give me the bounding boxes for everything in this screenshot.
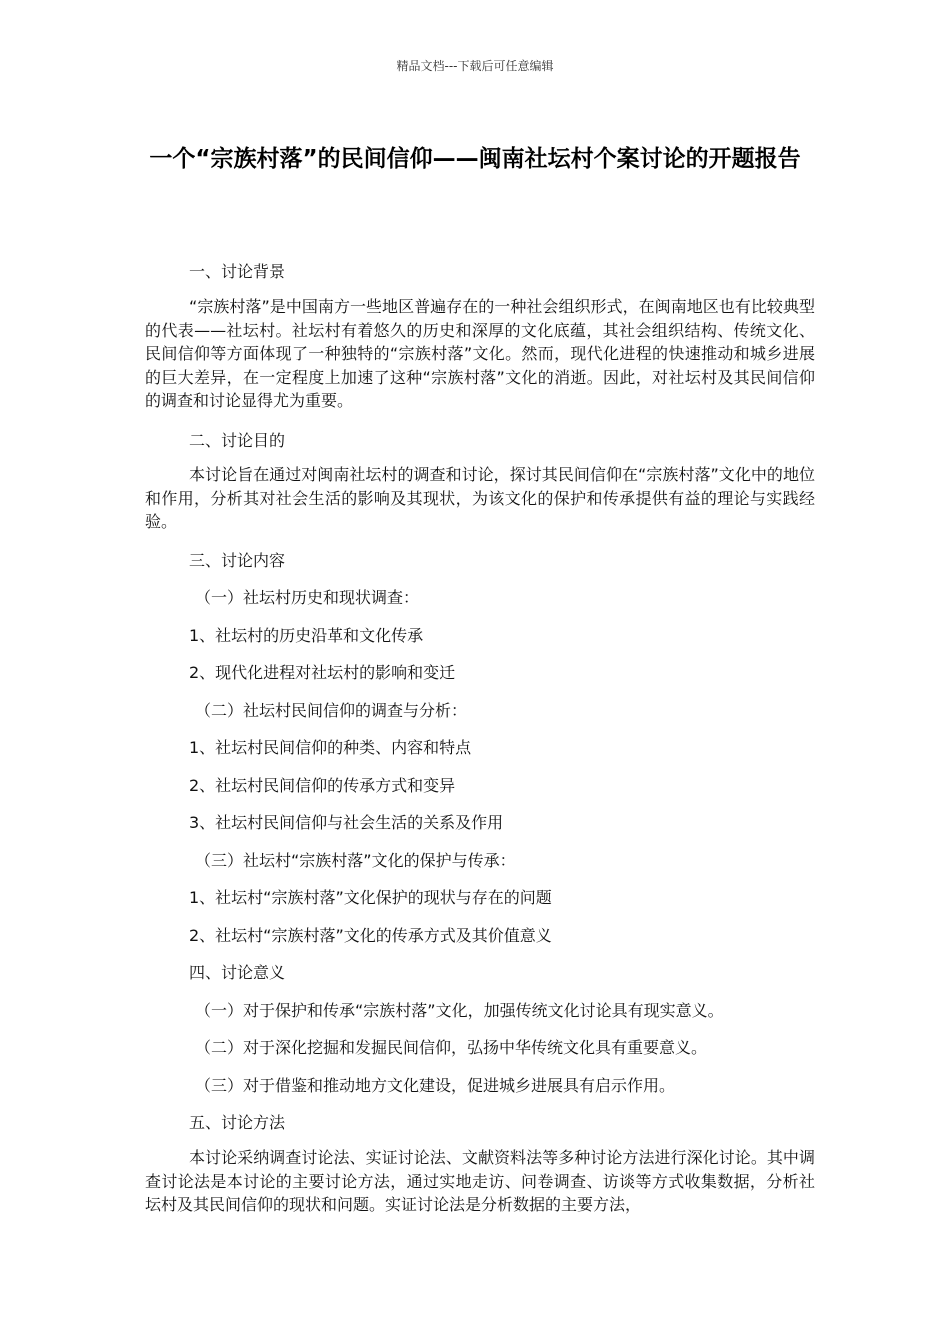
document-title: 一个“宗族村落”的民间信仰——闽南社坛村个案讨论的开题报告 <box>149 146 801 172</box>
list-item: 1、社坛村“宗族村落”文化保护的现状与存在的问题 <box>189 888 552 907</box>
section-heading-methods: 五、讨论方法 <box>189 1113 286 1132</box>
list-item: 2、社坛村“宗族村落”文化的传承方式及其价值意义 <box>189 926 552 945</box>
list-item: （二）对于深化挖掘和发掘民间信仰，弘扬中华传统文化具有重要意义。 <box>195 1038 708 1057</box>
section-heading-background: 一、讨论背景 <box>189 262 286 281</box>
list-item: 2、社坛村民间信仰的传承方式和变异 <box>189 776 456 795</box>
paragraph-methods: 本讨论采纳调查讨论法、实证讨论法、文献资料法等多种讨论方法进行深化讨论。其中调查讨论法是本讨论的主要讨论方法，通过实地走访、问卷调查、访谈等方式收集数据，分析社坛村及其民间信仰的现状和问题。实证讨论法是分析数据的主要方法， <box>145 1148 815 1215</box>
subsection-protection: （三）社坛村“宗族村落”文化的保护与传承： <box>195 851 516 870</box>
list-item: （三）对于借鉴和推动地方文化建设，促进城乡进展具有启示作用。 <box>195 1076 676 1095</box>
list-item: 2、现代化进程对社坛村的影响和变迁 <box>189 663 456 682</box>
subsection-belief: （二）社坛村民间信仰的调查与分析： <box>195 701 468 720</box>
list-item: 3、社坛村民间信仰与社会生活的关系及作用 <box>189 813 504 832</box>
paragraph-background: “宗族村落”是中国南方一些地区普遍存在的一种社会组织形式，在闽南地区也有比较典型的代表——社坛村。社坛村有着悠久的历史和深厚的文化底蕴，其社会组织结构、传统文化、民间信仰等方面体现了一种独特的“宗族村落”文化。然而，现代化进程的快速推动和城乡进展的巨大差异，在一定程度上加速了这种“宗族村落”文化的消逝。因此，对社坛村及其民间信仰的调查和讨论显得尤为重要。 <box>145 297 815 411</box>
paragraph-purpose: 本讨论旨在通过对闽南社坛村的调查和讨论，探讨其民间信仰在“宗族村落”文化中的地位和作用，分析其对社会生活的影响及其现状，为该文化的保护和传承提供有益的理论与实践经验。 <box>145 465 815 532</box>
list-item: （一）对于保护和传承“宗族村落”文化，加强传统文化讨论具有现实意义。 <box>195 1001 724 1020</box>
list-item: 1、社坛村的历史沿革和文化传承 <box>189 626 424 645</box>
page-header: 精品文档---下载后可任意编辑 <box>396 59 554 73</box>
section-heading-purpose: 二、讨论目的 <box>189 431 286 450</box>
section-heading-significance: 四、讨论意义 <box>189 963 286 982</box>
list-item: 1、社坛村民间信仰的种类、内容和特点 <box>189 738 472 757</box>
section-heading-content: 三、讨论内容 <box>189 551 286 570</box>
subsection-history: （一）社坛村历史和现状调查： <box>195 588 420 607</box>
